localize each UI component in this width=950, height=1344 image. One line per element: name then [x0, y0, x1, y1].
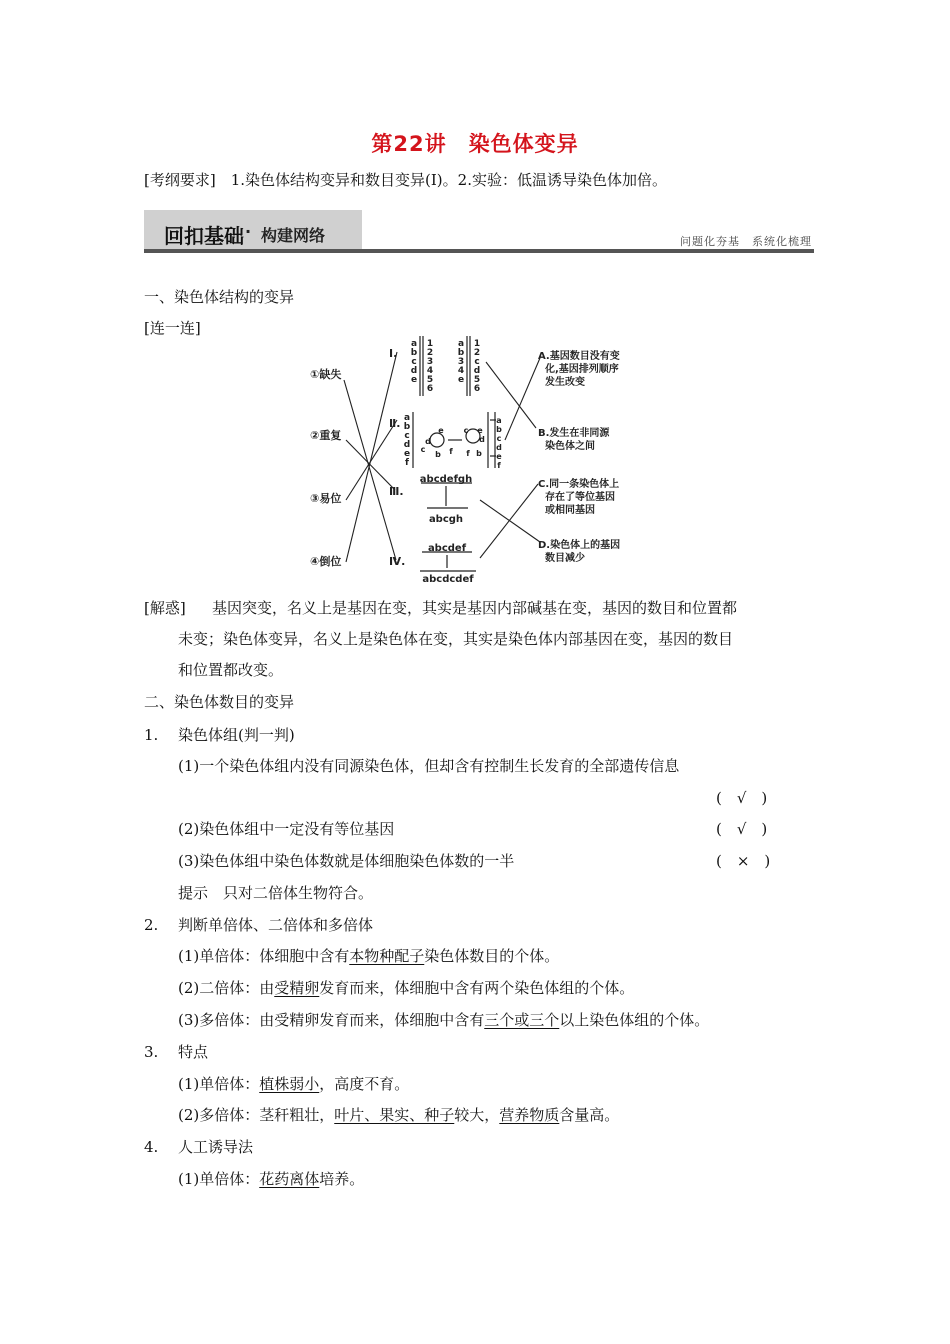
svg-text:f: f [449, 447, 453, 456]
matching-lines [344, 352, 540, 562]
svg-text:e: e [438, 426, 444, 435]
right-item-a-2: 化,基因排列顺序 [545, 364, 619, 375]
item2-line-2: (2)二倍体：由受精卵发育而来，体细胞中含有两个染色体组的个体。 [178, 979, 635, 997]
svg-text:c: c [420, 445, 426, 454]
svg-text:c: c [496, 434, 502, 443]
c1-letter: b [410, 348, 418, 358]
svg-text:d: d [479, 435, 485, 444]
svg-text:b: b [435, 450, 441, 459]
right-item-b-2: 染色体之间 [545, 441, 595, 452]
svg-text:e: e [477, 426, 483, 435]
item3-title: 特点 [178, 1043, 209, 1061]
answer-underline: 本物种配子 [349, 947, 425, 965]
chromosome-loop-labels [421, 416, 503, 470]
item4-line-1: (1)单倍体：花药离体培养。 [178, 1170, 365, 1188]
c1b-number: 1 [473, 339, 481, 349]
banner-main-text: 回扣基础 [164, 224, 244, 248]
svg-text:d: d [496, 443, 502, 452]
c2-letter: b [403, 422, 411, 432]
banner-sub-text: 构建网络 [261, 226, 326, 245]
right-item-b-1: B.发生在非同源 [538, 428, 610, 439]
c2-letter: f [405, 458, 409, 468]
c2-letter: c [404, 431, 410, 441]
right-item-d-2: 数目减少 [545, 553, 585, 564]
right-item-a-3: 发生改变 [545, 377, 585, 388]
chromosome-variation-diagram [300, 332, 660, 584]
c1-letter: c [411, 357, 417, 367]
c1-number: 4 [426, 366, 434, 376]
left-item-1: ①缺失 [310, 368, 342, 381]
right-item-c-3: 或相同基因 [545, 505, 595, 516]
answer-underline: 受精卵 [274, 979, 320, 997]
item2-line-1: (1)单倍体：体细胞中含有本物种配子染色体数目的个体。 [178, 947, 560, 965]
section2-heading: 二、染色体数目的变异 [144, 693, 295, 711]
c1-number: 6 [426, 384, 434, 394]
right-item-c-1: C.同一条染色体上 [538, 479, 620, 490]
item1-title: 染色体组(判一判) [178, 726, 295, 744]
banner-rule [144, 249, 814, 253]
answer-3: ( × ) [716, 852, 771, 870]
svg-text:e: e [496, 452, 502, 461]
c1-letter: d [410, 366, 418, 376]
answer-2: ( √ ) [716, 820, 768, 838]
banner-dot: · [245, 222, 252, 241]
svg-text:c: c [463, 426, 469, 435]
c2-letter: a [403, 413, 411, 423]
section-banner [144, 210, 814, 254]
answer-underline: 花药离体 [259, 1170, 320, 1188]
match-label: [连一连] [144, 319, 201, 337]
iv-bottom-sequence: abcdcdef [422, 574, 474, 584]
c1b-letter: 3 [457, 357, 465, 367]
left-item-2: ②重复 [310, 429, 342, 442]
item3-line-2: (2)多倍体：茎秆粗壮，叶片、果实、种子较大，营养物质含量高。 [178, 1106, 620, 1124]
c1b-number: 2 [473, 348, 481, 358]
question-3: (3)染色体组中染色体数就是体细胞染色体数的一半 [178, 852, 515, 870]
answer-underline: 营养物质 [499, 1106, 560, 1124]
c1b-letter: 4 [457, 366, 465, 376]
c1b-number: d [473, 366, 481, 376]
left-item-3: ③易位 [310, 492, 342, 505]
svg-text:d: d [425, 437, 431, 446]
c1b-number: 5 [473, 375, 481, 385]
svg-text:b: b [496, 425, 502, 434]
item3-number: 3. [144, 1043, 159, 1061]
svg-text:f: f [497, 461, 501, 470]
c1-number: 1 [426, 339, 434, 349]
iv-top-sequence: abcdef [427, 543, 467, 554]
hint-text: 提示 只对二倍体生物符合。 [178, 884, 374, 902]
right-item-c-2: 存在了等位基因 [545, 492, 615, 503]
explain-label: [解惑] [144, 599, 186, 617]
roman-2: Ⅱ. [389, 417, 401, 430]
item2-title: 判断单倍体、二倍体和多倍体 [178, 916, 374, 934]
explain-line-2: 未变；染色体变异，名义上是染色体在变，其实是染色体内部基因在变，基因的数目 [178, 630, 734, 648]
question-1: (1)一个染色体组内没有同源染色体，但却含有控制生长发育的全部遗传信息 [178, 757, 680, 775]
c1-number: 5 [426, 375, 434, 385]
c1-number: 2 [426, 348, 434, 358]
right-item-a-1: A.基因数目没有变 [538, 351, 620, 362]
c1-number: 3 [426, 357, 434, 367]
explain-line-3: 和位置都改变。 [178, 661, 284, 679]
answer-1: ( √ ) [716, 789, 768, 807]
roman-3: Ⅲ. [389, 485, 404, 498]
right-item-d-1: D.染色体上的基因 [538, 540, 621, 551]
c2-letter: d [403, 440, 411, 450]
requirement-text: [考纲要求] 1.染色体结构变异和数目变异(Ⅰ)。2.实验：低温诱导染色体加倍。 [144, 171, 667, 189]
item1-number: 1. [144, 726, 159, 744]
svg-text:a: a [496, 416, 502, 425]
section1-heading: 一、染色体结构的变异 [144, 288, 295, 306]
chromosome-bars [410, 336, 496, 571]
answer-underline: 植株弱小 [259, 1075, 320, 1093]
question-2: (2)染色体组中一定没有等位基因 [178, 820, 395, 838]
answer-underline: 三个或三个 [484, 1011, 560, 1029]
iii-top-sequence: abcdefgh [419, 474, 473, 485]
item4-title: 人工诱导法 [178, 1138, 254, 1156]
svg-text:b: b [476, 449, 482, 458]
c2-letter: e [403, 449, 411, 459]
item4-number: 4. [144, 1138, 159, 1156]
c1-letter: a [410, 339, 418, 349]
left-item-4: ④倒位 [310, 555, 342, 568]
page-title: 第22讲 染色体变异 [371, 132, 579, 156]
c1b-number: c [474, 357, 480, 367]
item2-line-3: (3)多倍体：由受精卵发育而来，体细胞中含有三个或三个以上染色体组的个体。 [178, 1011, 710, 1029]
explain-line-1: 基因突变，名义上是基因在变，其实是基因内部碱基在变，基因的数目和位置都 [212, 599, 738, 617]
item3-line-1: (1)单倍体：植株弱小，高度不育。 [178, 1075, 410, 1093]
c1b-letter: a [457, 339, 465, 349]
answer-underline: 叶片、果实、种子 [334, 1106, 455, 1124]
c1b-letter: b [457, 348, 465, 358]
roman-4: Ⅳ. [389, 555, 406, 568]
roman-1: Ⅰ. [389, 347, 398, 360]
c1b-number: 6 [473, 384, 481, 394]
item2-number: 2. [144, 916, 159, 934]
c1-letter: e [410, 375, 418, 385]
banner-right-text: 问题化夯基 系统化梳理 [680, 235, 812, 248]
iii-bottom-sequence: abcgh [428, 514, 464, 525]
svg-text:f: f [466, 449, 470, 458]
c1b-letter: e [457, 375, 465, 385]
